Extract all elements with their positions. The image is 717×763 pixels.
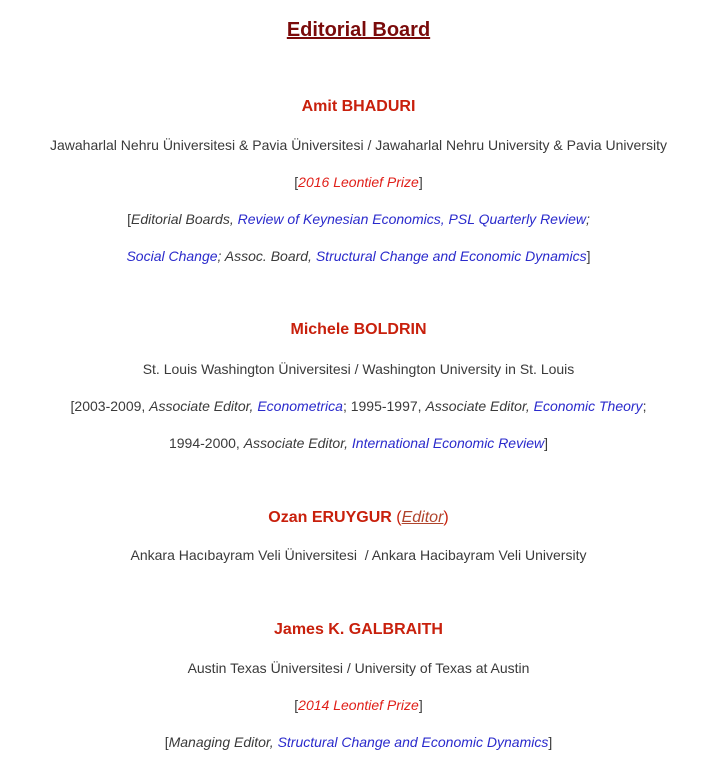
member-name-boldrin: Michele BOLDRIN [290,321,427,338]
member-name-eruygur-line [0,508,717,528]
member-prize-galbraith [0,695,717,715]
journal-link-psl[interactable]: PSL Quarterly Review [448,211,586,227]
years-text: ; 1995-1997, [342,398,422,414]
role-text: Associate Editor, [425,398,530,414]
member-notes-boldrin-2 [0,433,717,453]
member-affiliation-boldrin: St. Louis Washington Üniversitesi / Washington University in St. Louis [142,361,575,377]
bracket-close: ] [418,697,423,713]
prize-link[interactable]: 2016 Leontief Prize [298,174,419,190]
bracket-open: [ [294,697,299,713]
page-title: Editorial Board [286,19,431,41]
member-notes-bhaduri-1 [0,209,717,229]
role-text: Managing Editor, [168,734,274,750]
editor-link[interactable]: Editor [401,509,444,526]
bracket-close: ] [548,734,553,750]
paren-close: ) [443,509,449,526]
years-text: 1994-2000, [168,435,240,451]
bracket-open: [ [294,174,299,190]
member-affiliation-bhaduri: Jawaharlal Nehru Üniversitesi & Pavia Üniversitesi / Jawaharlal Nehru University & Pavia University [49,137,667,153]
journal-link-rke[interactable]: Review of Keynesian Economics, [237,211,445,227]
paren-open: ( [396,509,402,526]
role-text: Associate Editor, [149,398,254,414]
separator: ; [642,398,647,414]
journal-link-social-change[interactable]: Social Change [126,248,218,264]
bracket-close: ] [544,435,548,451]
journal-link-economic-theory[interactable]: Economic Theory [533,398,643,414]
member-affiliation-eruygur: Ankara Hacıbayram Veli Üniversitesi / Ankara Hacibayram Veli University [130,547,587,563]
prize-link[interactable]: 2014 Leontief Prize [298,697,419,713]
journal-link-scaed[interactable]: Structural Change and Economic Dynamics [315,248,587,264]
bracket-open: [ [164,734,169,750]
member-name-eruygur: Ozan ERUYGUR [268,509,392,526]
member-notes-bhaduri-2 [0,246,717,266]
member-name-galbraith: James K. GALBRAITH [274,621,443,638]
member-name-bhaduri: Amit BHADURI [301,98,416,115]
bracket-close: ] [586,248,591,264]
journal-link-ier[interactable]: International Economic Review [351,435,545,451]
separator: ; [585,211,590,227]
member-notes-boldrin-1 [0,396,717,416]
role-text: Associate Editor, [243,435,348,451]
member-affiliation-galbraith: Austin Texas Üniversitesi / University of Texas at Austin [187,660,530,676]
bracket-open: [ [127,211,132,227]
member-notes-galbraith-1 [0,732,717,752]
journal-link-scaed[interactable]: Structural Change and Economic Dynamics [277,734,549,750]
journal-link-econometrica[interactable]: Econometrica [257,398,343,414]
role-text: ; Assoc. Board, [217,248,312,264]
role-text: Editorial Boards, [131,211,234,227]
member-prize-bhaduri [0,172,717,192]
years-text: [2003-2009, [70,398,146,414]
bracket-close: ] [418,174,423,190]
